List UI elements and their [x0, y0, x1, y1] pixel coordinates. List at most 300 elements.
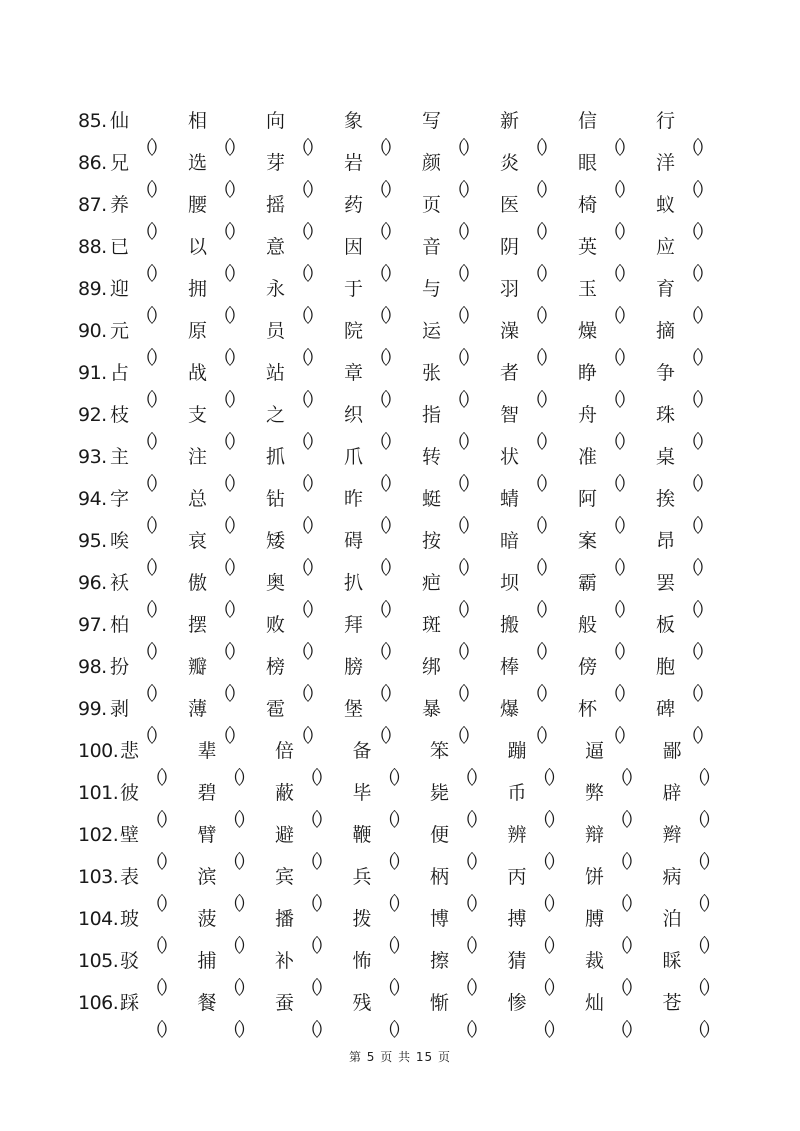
character-item [578, 394, 651, 453]
character-item [500, 436, 573, 495]
exercise-row [78, 352, 738, 411]
character: 抓 [266, 446, 286, 468]
character: 药 [344, 194, 364, 216]
right-paren: ） [618, 347, 638, 369]
character: 章 [344, 362, 364, 384]
left-paren: （ [532, 1019, 552, 1041]
row-number: 94. [78, 488, 107, 510]
character-item [422, 394, 495, 453]
character-item [266, 478, 339, 537]
right-paren: ） [384, 431, 404, 453]
left-paren: （ [135, 641, 155, 663]
character: 永 [266, 278, 286, 300]
character: 睁 [578, 362, 598, 384]
character-item [266, 226, 339, 285]
character: 彼 [120, 782, 140, 804]
character-item [656, 478, 729, 537]
left-paren: （ [681, 641, 701, 663]
character-item [578, 310, 651, 369]
character-item [507, 982, 581, 1041]
left-paren: （ [291, 515, 311, 537]
character: 驳 [120, 950, 140, 972]
row-number: 91. [78, 362, 107, 384]
character-item [656, 142, 729, 201]
row-number: 85. [78, 110, 107, 132]
character: 珠 [656, 404, 676, 426]
right-paren: ） [540, 263, 560, 285]
left-paren: （ [369, 599, 389, 621]
right-paren: ） [547, 893, 567, 915]
right-paren: ） [696, 515, 716, 537]
character: 昂 [656, 530, 676, 552]
right-paren: ） [160, 935, 180, 957]
character-item [344, 226, 417, 285]
left-paren: （ [213, 221, 233, 243]
right-paren: ） [625, 851, 645, 873]
right-paren: ） [384, 263, 404, 285]
left-paren: （ [135, 515, 155, 537]
right-paren: ） [160, 809, 180, 831]
right-paren: ） [384, 641, 404, 663]
right-paren: ） [618, 431, 638, 453]
character: 洋 [656, 152, 676, 174]
left-paren: （ [532, 767, 552, 789]
right-paren: ） [150, 641, 170, 663]
left-paren: （ [447, 725, 467, 747]
exercise-row [78, 562, 738, 621]
character: 页 [422, 194, 442, 216]
right-paren: ） [392, 893, 412, 915]
left-paren: （ [213, 683, 233, 705]
right-paren: ） [462, 389, 482, 411]
character-item [500, 478, 573, 537]
character-item [578, 604, 651, 663]
exercise-row [78, 268, 738, 327]
right-paren: ） [306, 347, 326, 369]
right-paren: ） [228, 473, 248, 495]
character-item [662, 940, 736, 999]
left-paren: （ [369, 179, 389, 201]
row-number: 99. [78, 698, 107, 720]
right-paren: ） [150, 725, 170, 747]
right-paren: ） [540, 347, 560, 369]
right-paren: ） [462, 137, 482, 159]
character: 袄 [110, 572, 130, 594]
character: 医 [500, 194, 520, 216]
right-paren: ） [696, 263, 716, 285]
right-paren: ） [625, 977, 645, 999]
left-paren: （ [291, 599, 311, 621]
left-paren: （ [447, 305, 467, 327]
left-paren: （ [145, 1019, 165, 1041]
character: 战 [188, 362, 208, 384]
character: 眼 [578, 152, 598, 174]
left-paren: （ [687, 1019, 707, 1041]
right-paren: ） [160, 893, 180, 915]
left-paren: （ [213, 179, 233, 201]
left-paren: （ [687, 767, 707, 789]
character: 羽 [500, 278, 520, 300]
left-paren: （ [525, 179, 545, 201]
character-item [578, 646, 651, 705]
character: 摘 [656, 320, 676, 342]
character: 餐 [197, 992, 217, 1014]
left-paren: （ [681, 137, 701, 159]
character-item [197, 898, 271, 957]
left-paren: （ [525, 221, 545, 243]
left-paren: （ [369, 263, 389, 285]
character-item [656, 646, 729, 705]
character: 备 [352, 740, 372, 762]
character: 玉 [578, 278, 598, 300]
left-paren: （ [135, 599, 155, 621]
right-paren: ） [702, 935, 722, 957]
character-item [110, 688, 183, 747]
character: 辩 [585, 824, 605, 846]
left-paren: （ [603, 557, 623, 579]
character-item [197, 814, 271, 873]
character: 碧 [197, 782, 217, 804]
character-item [110, 226, 183, 285]
character-item [585, 898, 658, 957]
character: 杯 [578, 698, 598, 720]
character: 雹 [266, 698, 286, 720]
character: 桌 [656, 446, 676, 468]
character: 案 [578, 530, 598, 552]
left-paren: （ [525, 389, 545, 411]
right-paren: ） [540, 473, 560, 495]
left-paren: （ [610, 1019, 630, 1041]
left-paren: （ [603, 263, 623, 285]
exercise-rows [78, 100, 738, 1041]
character: 逼 [585, 740, 605, 762]
right-paren: ） [618, 515, 638, 537]
left-paren: （ [687, 893, 707, 915]
exercise-row [78, 814, 738, 873]
left-paren: （ [447, 221, 467, 243]
right-paren: ） [392, 809, 412, 831]
right-paren: ） [384, 221, 404, 243]
row-number: 95. [78, 530, 107, 552]
character: 辟 [662, 782, 682, 804]
character-item [430, 856, 503, 915]
right-paren: ） [462, 641, 482, 663]
left-paren: （ [135, 179, 155, 201]
left-paren: （ [681, 599, 701, 621]
footer-prefix: 第 [348, 1050, 362, 1064]
character-item [656, 436, 729, 495]
character: 新 [500, 110, 520, 132]
character-item [422, 352, 495, 411]
left-paren: （ [603, 515, 623, 537]
right-paren: ） [696, 725, 716, 747]
left-paren: （ [291, 389, 311, 411]
character: 睬 [662, 950, 682, 972]
right-paren: ） [384, 137, 404, 159]
row-number: 98. [78, 656, 107, 678]
character-item [275, 772, 348, 831]
left-paren: （ [447, 473, 467, 495]
character: 病 [662, 866, 682, 888]
left-paren: （ [681, 389, 701, 411]
left-paren: （ [300, 767, 320, 789]
character: 钻 [266, 488, 286, 510]
row-number: 92. [78, 404, 107, 426]
character-item [197, 982, 271, 1041]
exercise-row [78, 142, 738, 201]
left-paren: （ [291, 137, 311, 159]
left-paren: （ [603, 137, 623, 159]
character: 枝 [110, 404, 130, 426]
character: 柏 [110, 614, 130, 636]
right-paren: ） [618, 473, 638, 495]
character-item [266, 184, 339, 243]
character: 扮 [110, 656, 130, 678]
left-paren: （ [455, 767, 475, 789]
right-paren: ） [384, 557, 404, 579]
left-paren: （ [603, 683, 623, 705]
right-paren: ） [384, 683, 404, 705]
right-paren: ） [618, 221, 638, 243]
left-paren: （ [300, 851, 320, 873]
right-paren: ） [228, 641, 248, 663]
character-item [585, 856, 658, 915]
character: 瓣 [188, 656, 208, 678]
left-paren: （ [525, 473, 545, 495]
character: 胞 [656, 656, 676, 678]
character-item [266, 352, 339, 411]
left-paren: （ [377, 767, 397, 789]
left-paren: （ [681, 725, 701, 747]
character-item [110, 142, 183, 201]
character: 蜻 [500, 488, 520, 510]
character: 搏 [507, 908, 527, 930]
right-paren: ） [462, 683, 482, 705]
right-paren: ） [696, 389, 716, 411]
character: 燥 [578, 320, 598, 342]
character: 败 [266, 614, 286, 636]
left-paren: （ [603, 473, 623, 495]
character: 苍 [662, 992, 682, 1014]
left-paren: （ [145, 935, 165, 957]
left-paren: （ [603, 641, 623, 663]
character: 因 [344, 236, 364, 258]
left-paren: （ [222, 851, 242, 873]
character-item [275, 730, 348, 789]
row-number: 89. [78, 278, 107, 300]
character: 站 [266, 362, 286, 384]
character-item [585, 772, 658, 831]
left-paren: （ [369, 389, 389, 411]
right-paren: ） [696, 557, 716, 579]
character: 裁 [585, 950, 605, 972]
right-paren: ） [228, 347, 248, 369]
character-item [188, 646, 261, 705]
left-paren: （ [213, 305, 233, 327]
character: 笨 [430, 740, 450, 762]
character: 昨 [344, 488, 364, 510]
character: 英 [578, 236, 598, 258]
right-paren: ） [618, 557, 638, 579]
character: 播 [275, 908, 295, 930]
character-item [500, 142, 573, 201]
right-paren: ） [228, 221, 248, 243]
character: 拥 [188, 278, 208, 300]
character: 已 [110, 236, 130, 258]
character-item [656, 226, 729, 285]
left-paren: （ [525, 347, 545, 369]
left-paren: （ [222, 893, 242, 915]
left-paren: （ [135, 683, 155, 705]
right-paren: ） [228, 725, 248, 747]
left-paren: （ [213, 347, 233, 369]
row-number: 106. [78, 992, 119, 1014]
character: 膊 [585, 908, 605, 930]
character-item [507, 730, 581, 789]
character-item [578, 184, 651, 243]
character-item [110, 100, 183, 159]
character-item [656, 310, 729, 369]
right-paren: ） [392, 851, 412, 873]
character: 菠 [197, 908, 217, 930]
left-paren: （ [525, 557, 545, 579]
character-item [266, 562, 339, 621]
left-paren: （ [610, 809, 630, 831]
left-paren: （ [525, 305, 545, 327]
left-paren: （ [447, 389, 467, 411]
character-item [188, 604, 261, 663]
character: 拨 [352, 908, 372, 930]
left-paren: （ [447, 137, 467, 159]
left-paren: （ [369, 515, 389, 537]
right-paren: ） [228, 515, 248, 537]
character: 摆 [188, 614, 208, 636]
right-paren: ） [547, 1019, 567, 1041]
character: 扒 [344, 572, 364, 594]
left-paren: （ [291, 347, 311, 369]
character: 炎 [500, 152, 520, 174]
character-item [266, 268, 339, 327]
left-paren: （ [291, 725, 311, 747]
left-paren: （ [369, 641, 389, 663]
right-paren: ） [306, 137, 326, 159]
left-paren: （ [377, 893, 397, 915]
character: 倍 [275, 740, 295, 762]
character-item [344, 436, 417, 495]
left-paren: （ [681, 347, 701, 369]
left-paren: （ [525, 683, 545, 705]
right-paren: ） [540, 641, 560, 663]
right-paren: ） [237, 977, 257, 999]
right-paren: ） [150, 137, 170, 159]
right-paren: ） [547, 767, 567, 789]
character-item [662, 730, 736, 789]
left-paren: （ [455, 809, 475, 831]
character-item [422, 520, 495, 579]
left-paren: （ [369, 431, 389, 453]
right-paren: ） [696, 473, 716, 495]
right-paren: ） [160, 1019, 180, 1041]
character: 补 [275, 950, 295, 972]
left-paren: （ [291, 683, 311, 705]
left-paren: （ [681, 221, 701, 243]
right-paren: ） [547, 935, 567, 957]
character-item [500, 184, 573, 243]
right-paren: ） [696, 221, 716, 243]
character-item [344, 310, 417, 369]
character-item [662, 856, 736, 915]
left-paren: （ [213, 137, 233, 159]
left-paren: （ [369, 473, 389, 495]
right-paren: ） [315, 767, 335, 789]
character-item [110, 394, 183, 453]
left-paren: （ [681, 305, 701, 327]
right-paren: ） [696, 431, 716, 453]
character-item [344, 100, 417, 159]
character-item [197, 856, 271, 915]
character-item [500, 100, 573, 159]
left-paren: （ [213, 473, 233, 495]
character-item [500, 268, 573, 327]
right-paren: ） [696, 347, 716, 369]
left-paren: （ [213, 641, 233, 663]
left-paren: （ [300, 809, 320, 831]
character-item [656, 268, 729, 327]
character: 堡 [344, 698, 364, 720]
left-paren: （ [300, 935, 320, 957]
footer-mid: 页 共 [380, 1050, 412, 1064]
right-paren: ） [228, 557, 248, 579]
character: 养 [110, 194, 130, 216]
character-item [422, 226, 495, 285]
character: 币 [507, 782, 527, 804]
character-item [578, 352, 651, 411]
character: 辈 [197, 740, 217, 762]
footer-total-pages: 15 [415, 1050, 434, 1064]
right-paren: ） [540, 683, 560, 705]
right-paren: ） [547, 809, 567, 831]
right-paren: ） [306, 179, 326, 201]
character-item [188, 394, 261, 453]
character-item [188, 436, 261, 495]
character: 饼 [585, 866, 605, 888]
left-paren: （ [135, 557, 155, 579]
character: 主 [110, 446, 130, 468]
exercise-row [78, 688, 738, 747]
character-item [344, 142, 417, 201]
character-item [507, 856, 581, 915]
character-item [422, 100, 495, 159]
left-paren: （ [455, 935, 475, 957]
left-paren: （ [300, 1019, 320, 1041]
character: 准 [578, 446, 598, 468]
character: 惭 [430, 992, 450, 1014]
right-paren: ） [384, 305, 404, 327]
row-number: 97. [78, 614, 107, 636]
right-paren: ） [702, 851, 722, 873]
character-item [500, 310, 573, 369]
character: 傍 [578, 656, 598, 678]
character: 唉 [110, 530, 130, 552]
character-item [662, 898, 736, 957]
character: 壁 [120, 824, 140, 846]
character: 转 [422, 446, 442, 468]
right-paren: ） [384, 599, 404, 621]
left-paren: （ [681, 263, 701, 285]
footer-suffix: 页 [438, 1050, 452, 1064]
left-paren: （ [222, 977, 242, 999]
left-paren: （ [213, 725, 233, 747]
